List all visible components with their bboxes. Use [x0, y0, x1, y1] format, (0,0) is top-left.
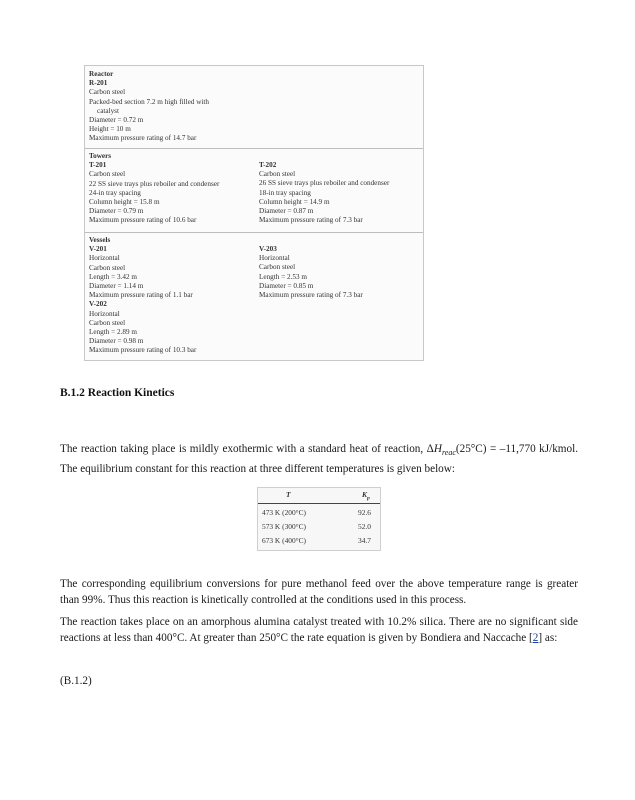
- equilibrium-constant-table: [257, 487, 381, 551]
- para1-text: The reaction taking place is mildly exothermic with a standard heat of reaction, Δ: [60, 443, 434, 455]
- t201-line: Column height = 15.8 m: [89, 198, 160, 207]
- t202-id: T-202: [259, 161, 277, 169]
- reactor-line: Maximum pressure rating of 14.7 bar: [89, 134, 197, 143]
- reactor-line: catalyst: [97, 106, 119, 115]
- t201-id: T-201: [89, 161, 107, 170]
- t201-line: Maximum pressure rating of 10.6 bar: [89, 216, 197, 225]
- reactor-line: Carbon steel: [89, 88, 126, 97]
- v203-line: Length = 2.53 m: [259, 272, 307, 281]
- paragraph-rate-equation: [60, 614, 578, 646]
- t202-line: Diameter = 0.87 m: [259, 207, 314, 216]
- kp-value-cell: 92.6: [358, 508, 371, 517]
- v203-line: Diameter = 0.85 m: [259, 281, 314, 290]
- t201-line: 24-in tray spacing: [89, 188, 141, 197]
- para3-text: ] as:: [538, 632, 558, 644]
- reactor-id: R-201: [89, 79, 108, 88]
- reactor-line: Height = 10 m: [89, 125, 131, 134]
- para1-text: (25°C) = –11,770 kJ/kmol. The equilibrium constant for this reaction at three different temperatures is given below:: [60, 443, 578, 476]
- v202-line: Diameter = 0.98 m: [89, 337, 144, 346]
- kp-temperature-cell: 473 K (200°C): [262, 508, 307, 517]
- section-heading: B.1.2 Reaction Kinetics: [60, 387, 175, 399]
- enthalpy-symbol: H: [433, 443, 442, 455]
- kp-value-cell: 52.0: [358, 522, 371, 531]
- v203-line: Carbon steel: [259, 263, 296, 272]
- reactor-section-title: Reactor: [89, 70, 114, 78]
- v202-line: Carbon steel: [89, 318, 126, 327]
- kp-col-kp-symbol: K: [362, 490, 367, 499]
- t201-line: Carbon steel: [89, 170, 126, 179]
- vessels-section: [85, 232, 423, 360]
- towers-section-title: Towers: [89, 152, 112, 160]
- kp-table-header: [258, 488, 380, 504]
- table-row: [258, 534, 380, 547]
- paragraph-heat-of-reaction: [60, 441, 578, 477]
- v202-line: Maximum pressure rating of 10.3 bar: [89, 346, 197, 355]
- t201-line: 22 SS sieve trays plus reboiler and condenser: [89, 179, 220, 188]
- v201-line: Carbon steel: [89, 263, 126, 272]
- table-row: [258, 520, 380, 533]
- v203-id: V-203: [259, 245, 277, 253]
- paragraph-equilibrium-conversion: The corresponding equilibrium conversions for pure methanol feed over the above temperature range is greater than 99%. Thus this reaction is kinetically controlled at the conditions used in this process.: [60, 578, 578, 606]
- equation-label: (B.1.2): [60, 675, 92, 687]
- v201-line: Diameter = 1.14 m: [89, 282, 144, 291]
- reference-link[interactable]: 2: [532, 632, 539, 644]
- vessels-section-title: Vessels: [89, 236, 111, 244]
- kp-col-kp: [362, 490, 370, 501]
- t202-line: Column height = 14.9 m: [259, 197, 330, 206]
- v202-id: V-202: [89, 300, 107, 309]
- t202-line: Maximum pressure rating of 7.3 bar: [259, 216, 363, 225]
- v202-line: Length = 2.89 m: [89, 328, 137, 337]
- kp-col-temperature: T: [286, 490, 291, 499]
- t202-line: 18-in tray spacing: [259, 188, 311, 197]
- v201-line: Horizontal: [89, 254, 120, 263]
- reactor-section: [85, 66, 423, 149]
- kp-temperature-cell: 673 K (400°C): [262, 536, 307, 545]
- towers-section: [85, 148, 423, 233]
- v201-line: Length = 3.42 m: [89, 272, 137, 281]
- v201-id: V-201: [89, 245, 107, 254]
- v203-line: Maximum pressure rating of 7.3 bar: [259, 291, 363, 300]
- table-row: [258, 506, 380, 519]
- kp-col-kp-subscript: p: [366, 495, 370, 502]
- enthalpy-subscript: reac: [441, 448, 456, 458]
- kp-value-cell: 34.7: [358, 536, 371, 545]
- reactor-line: Packed-bed section 7.2 m high filled with: [89, 97, 209, 106]
- v201-line: Maximum pressure rating of 1.1 bar: [89, 291, 193, 300]
- t202-line: Carbon steel: [259, 170, 296, 179]
- v203-line: Horizontal: [259, 254, 290, 263]
- equipment-specification-table: [84, 65, 424, 361]
- kp-temperature-cell: 573 K (300°C): [262, 522, 307, 531]
- t201-line: Diameter = 0.79 m: [89, 207, 144, 216]
- t202-line: 26 SS sieve trays plus reboiler and condenser: [259, 179, 390, 188]
- reactor-line: Diameter = 0.72 m: [89, 116, 144, 125]
- v202-line: Horizontal: [89, 309, 120, 318]
- para3-text: The reaction takes place on an amorphous alumina catalyst treated with 10.2% silica. There are no significant side reactions at less than 400°C. At greater than 250°C the rate equation is given by Bondiera and Naccache [: [60, 616, 578, 644]
